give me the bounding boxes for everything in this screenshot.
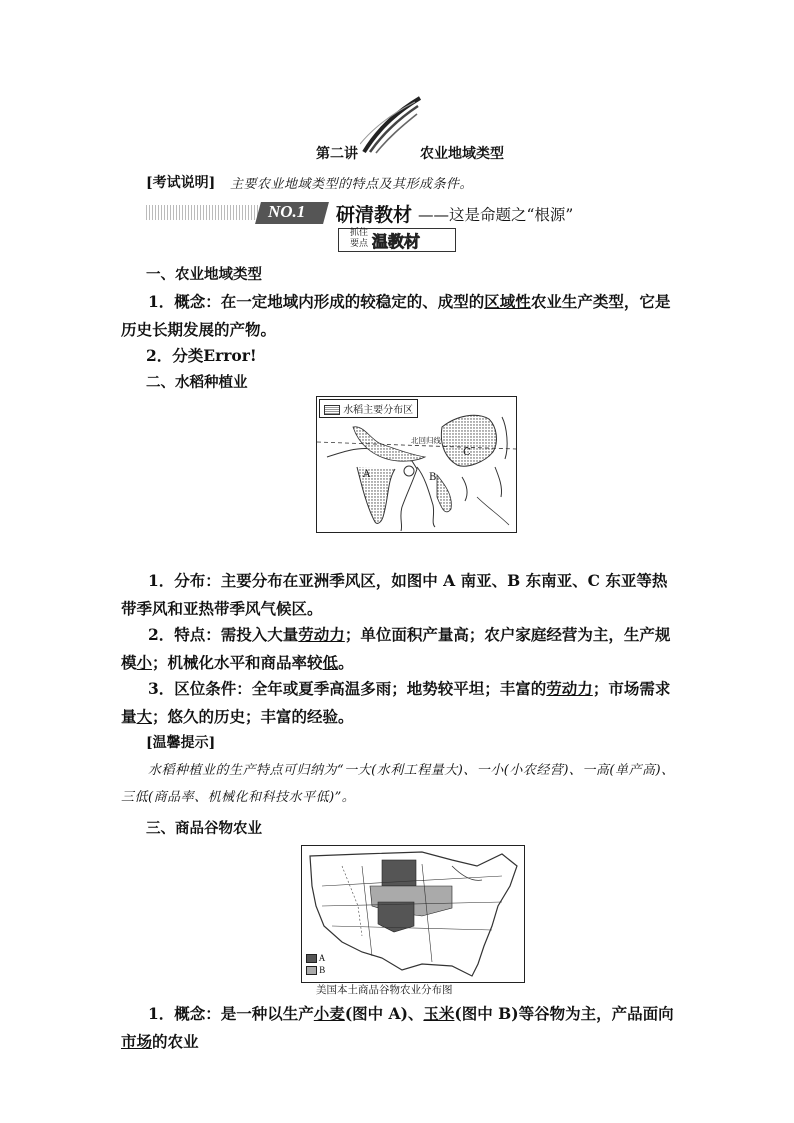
map1-label-a: A — [363, 469, 371, 480]
us-legend-a — [306, 952, 325, 964]
us-legend-a-label: A — [318, 953, 326, 963]
page-title: 农业地域类型 — [420, 146, 504, 162]
rice-legend-swatch — [324, 405, 340, 415]
s2-features-b: ；单位面积产量高；农户家庭经营为主，生产规模 — [121, 625, 671, 672]
us-map-caption: 美国本土商品谷物农业分布图 — [316, 984, 453, 996]
us-legend-b-swatch — [306, 966, 317, 975]
s2-loc-b: ；市场需求量 — [121, 679, 671, 726]
us-map-drawing — [302, 846, 524, 982]
s2-loc-a: 3．区位条件：全年或夏季高温多雨；地势较平坦；丰富的 — [148, 679, 547, 698]
s2-location-factors — [121, 675, 677, 731]
map1-label-c: C — [463, 447, 471, 458]
s2-features-u2: 小 — [136, 653, 153, 672]
exam-note-label: [考试说明] — [146, 175, 216, 191]
s1-concept-underlined: 区域性 — [484, 292, 531, 311]
banner-badge: NO.1 — [268, 202, 306, 221]
s1-concept-pre: 1．概念：在一定地域内形成的较稳定的、成型的 — [148, 292, 485, 311]
lecture-number: 第二讲 — [316, 146, 358, 162]
s3-concept-b: (图中 A)、 — [344, 1004, 424, 1023]
s2-distribution — [121, 567, 677, 623]
rice-legend-label: 水稻主要分布区 — [343, 405, 414, 416]
s3-concept-u1: 小麦 — [313, 1004, 345, 1023]
rice-distribution-map — [316, 396, 517, 533]
exam-note-text: 主要农业地域类型的特点及其形成条件。 — [230, 177, 474, 192]
rice-map-legend — [319, 399, 418, 418]
s1-concept-paragraph — [121, 288, 677, 344]
s2-features-u3: 低 — [322, 653, 339, 672]
map1-label-b: B — [429, 472, 437, 483]
s3-concept-u3: 市场 — [121, 1032, 153, 1051]
banner-sub-big: 温教材 — [372, 232, 421, 251]
banner-heading: 研清教材 — [336, 204, 413, 226]
s3-concept — [121, 1000, 677, 1056]
s2-features-d: 。 — [338, 653, 354, 672]
banner-tagline: ——这是命题之“根源” — [418, 206, 574, 224]
tip-text: 水稻种植业的生产特点可归纳为“一大(水利工程量大)、一小(小农经营)、一高(单产高)、三低(商品率、机械化和科技水平低)”。 — [121, 763, 675, 805]
section-2-title: 二、水稻种植业 — [146, 374, 248, 391]
section-3-title: 三、商品谷物农业 — [146, 820, 262, 837]
us-grain-map — [301, 845, 525, 983]
s2-distribution-text: 1．分布：主要分布在亚洲季风区，如图中 A 南亚、B 东南亚、C 东亚等热带季风和亚热带季风气候区。 — [121, 571, 668, 618]
banner-sub-small-bottom: 要点 — [350, 239, 369, 249]
s3-concept-a: 1．概念：是一种以生产 — [148, 1004, 314, 1023]
banner-sub-small-top: 抓住 — [350, 228, 369, 238]
s2-features-u1: 劳动力 — [298, 625, 345, 644]
us-legend-b — [306, 964, 325, 976]
section-1-title: 一、农业地域类型 — [146, 266, 262, 283]
s2-loc-u2: 大 — [136, 707, 153, 726]
s2-features — [121, 621, 677, 677]
s2-loc-c: ；悠久的历史；丰富的经验。 — [152, 707, 354, 726]
us-legend-a-swatch — [306, 954, 317, 963]
s1-concept-post: 农业生产类型，它是历史长期发展的产物。 — [121, 292, 671, 339]
s1-classification: 2．分类Error! — [146, 346, 257, 365]
tip-label: [温馨提示] — [146, 735, 216, 751]
s3-concept-c: (图中 B)等谷物为主，产品面向 — [454, 1004, 674, 1023]
s2-features-a: 2．特点：需投入大量 — [148, 625, 299, 644]
tropic-label: 北回归线 — [411, 436, 441, 445]
us-legend-b-label: B — [319, 965, 326, 975]
s3-concept-u2: 玉米 — [423, 1004, 455, 1023]
s2-loc-u1: 劳动力 — [546, 679, 593, 698]
s3-concept-d: 的农业 — [152, 1032, 199, 1051]
s2-features-c: ；机械化水平和商品率较 — [152, 653, 323, 672]
swoosh-decoration-icon — [360, 96, 422, 156]
banner-dotted-bar — [146, 205, 258, 220]
us-map-legend — [306, 952, 325, 976]
